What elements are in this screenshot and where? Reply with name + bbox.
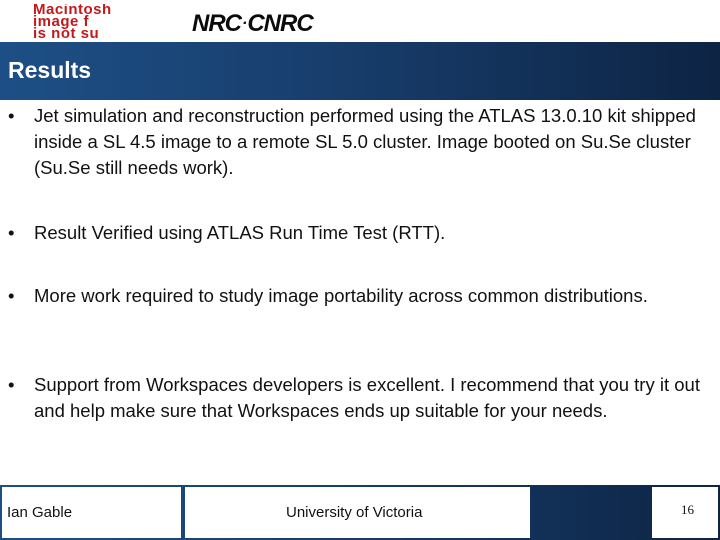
- logo-separator: ·: [242, 15, 247, 32]
- broken-image-line-1: Macintosh: [33, 4, 112, 18]
- broken-image-line-2: image f: [33, 13, 90, 30]
- bullet-item: [8, 372, 708, 424]
- bullet-symbol: •: [8, 285, 15, 306]
- bullet-text: Result Verified using ATLAS Run Time Test (RTT).: [34, 222, 446, 243]
- logo-nrc: NRC: [192, 10, 241, 37]
- page-number: 16: [681, 502, 694, 517]
- bullet-item: [8, 283, 708, 309]
- title-band: [0, 42, 720, 100]
- bullet-symbol: •: [8, 105, 15, 126]
- footer-institution: University of Victoria: [286, 504, 423, 521]
- bullet-item: [8, 220, 708, 246]
- footer-presenter: Ian Gable: [7, 504, 73, 521]
- bullet-text: Support from Workspaces developers is excellent. I recommend that you try it out and help make sure that Workspaces ends up suitable for your needs.: [34, 374, 700, 421]
- top-bar: [0, 0, 720, 42]
- slide-title: Results: [8, 57, 92, 83]
- bullet-symbol: •: [8, 374, 15, 395]
- bullet-item: [8, 103, 708, 181]
- bullet-symbol: •: [8, 222, 15, 243]
- nrc-cnrc-logo: [192, 10, 313, 38]
- broken-image-line-3: is not su: [33, 25, 100, 40]
- broken-image-placeholder: [33, 4, 167, 40]
- slide-content: [0, 100, 720, 485]
- bullet-text: More work required to study image portability across common distributions.: [34, 285, 648, 306]
- footer-band: [0, 485, 720, 540]
- bullet-text: Jet simulation and reconstruction performed using the ATLAS 13.0.10 kit shipped inside a SL 4.5 image to a remote SL 5.0 cluster. Image booted on Su.Se cluster (Su.Se still needs work).: [34, 105, 696, 178]
- logo-cnrc: CNRC: [247, 10, 313, 37]
